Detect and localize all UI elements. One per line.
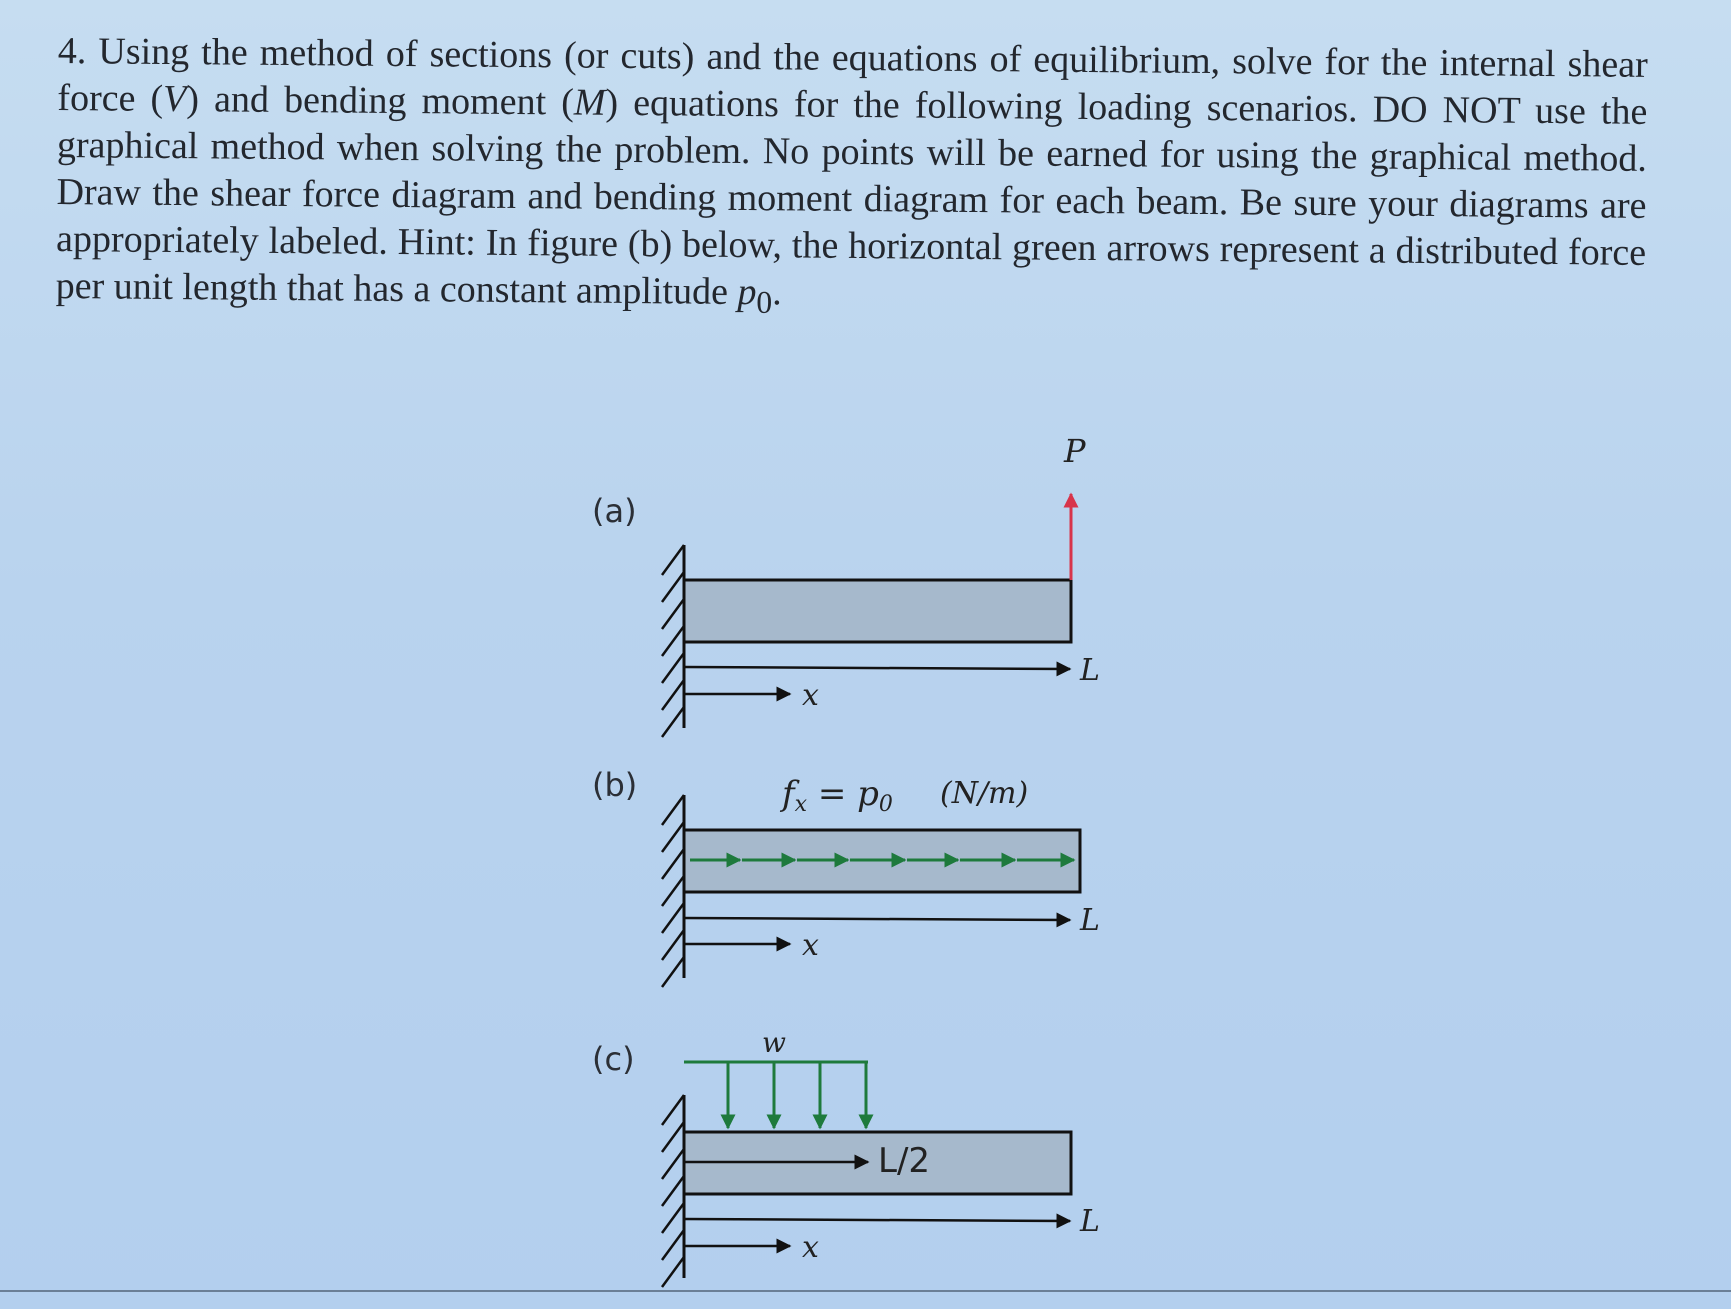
distributed-transverse-load bbox=[684, 1062, 868, 1128]
length-label-c: L bbox=[1080, 1204, 1100, 1239]
x-label-a: x bbox=[802, 678, 819, 713]
distributed-load-label: fx = p0 bbox=[782, 774, 893, 817]
units-label: (N/m) bbox=[940, 776, 1029, 811]
length-label-b: L bbox=[1080, 903, 1100, 938]
problem-number: 4. bbox=[57, 29, 87, 73]
x-label-c: x bbox=[802, 1230, 819, 1265]
figure-a-label: (a) bbox=[592, 492, 637, 530]
figure-b-label: (b) bbox=[592, 766, 638, 804]
problem-statement: 4. Using the method of sections (or cuts) and the equations of equilibrium, solve for the internal shear force (V) and bending moment (M) equations for the following loading scenarios. DO NOT use the graphical method when solving the problem. No points will be earned for using the graphical method. Draw the shear force diagram and bending moment diagram for each beam. Be sure your diagrams are appropriately labeled. Hint: In figure (b) below, the horizontal green arrows represent a distributed force per unit length that has a constant amplitude $p_0$. bbox=[55, 29, 1648, 320]
x-label-b: x bbox=[802, 928, 819, 963]
length-arrow-a bbox=[684, 667, 1070, 669]
figure-a bbox=[662, 432, 1100, 737]
length-label-a: L bbox=[1080, 653, 1100, 688]
figure-c bbox=[662, 1026, 1100, 1287]
shear-symbol: V bbox=[162, 77, 187, 121]
w-label: w bbox=[762, 1026, 786, 1059]
wall-hatch-b bbox=[662, 795, 684, 987]
beam-a bbox=[684, 580, 1071, 642]
moment-symbol: M bbox=[573, 81, 606, 124]
length-arrow-c bbox=[684, 1219, 1070, 1221]
figure-c-label: (c) bbox=[592, 1040, 635, 1078]
figure-b bbox=[662, 774, 1100, 987]
length-arrow-b bbox=[684, 918, 1070, 920]
half-length-label: L/2 bbox=[878, 1141, 931, 1181]
point-load-label: P bbox=[1064, 432, 1086, 470]
page-bottom-edge bbox=[0, 1290, 1731, 1292]
amplitude-symbol: p bbox=[737, 270, 757, 314]
wall-hatch-c bbox=[662, 1095, 684, 1287]
wall-hatch-a bbox=[662, 545, 684, 737]
